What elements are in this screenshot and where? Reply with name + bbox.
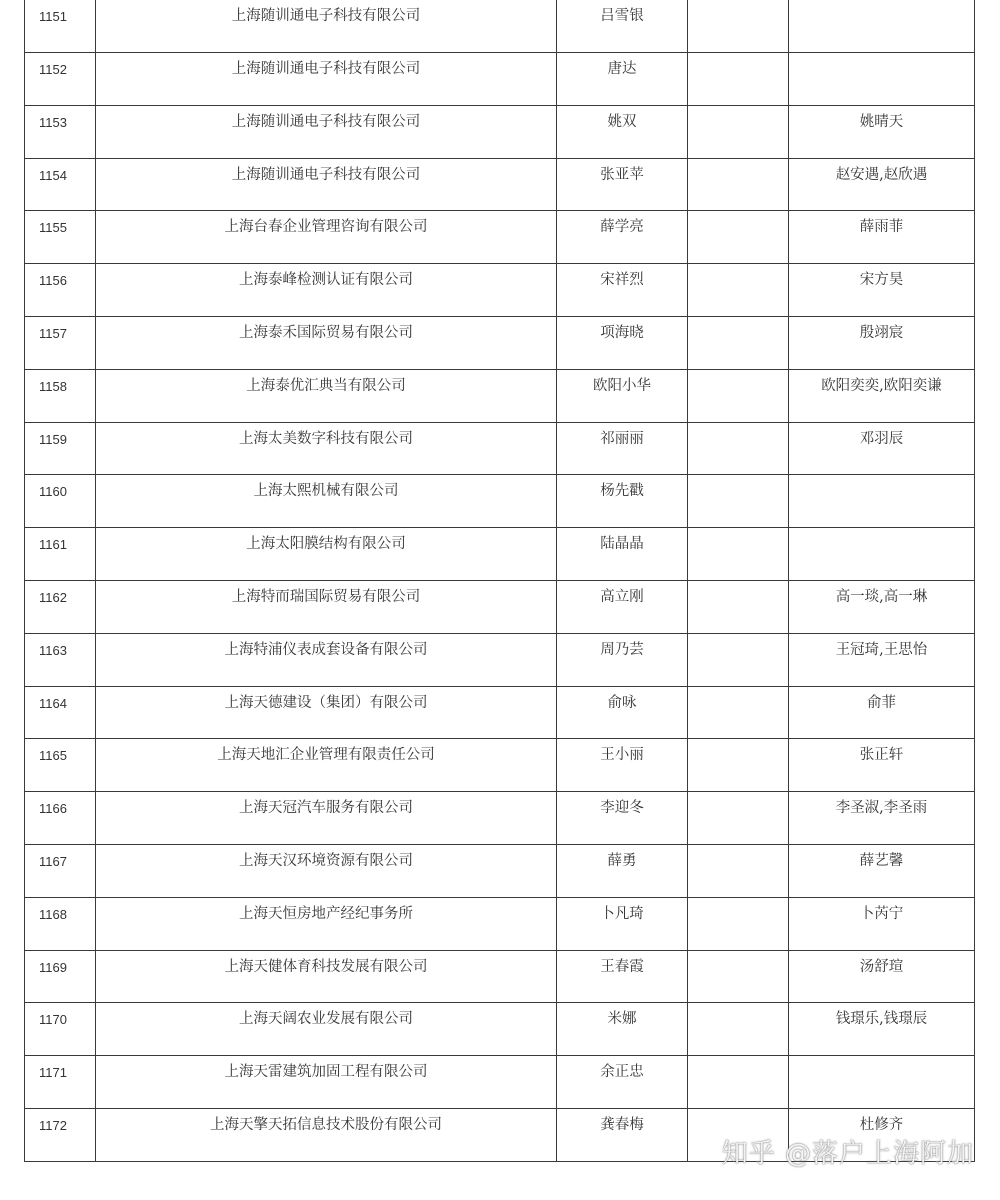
row-number-cell: [25, 739, 96, 792]
applicant-name: 杨先戳: [600, 483, 644, 500]
company-name-cell: [96, 316, 557, 369]
applicant-name-cell: [557, 1003, 688, 1056]
row-number: 1172: [39, 1117, 67, 1133]
spouse-name: [688, 53, 788, 60]
company-name: 上海天地汇企业管理有限责任公司: [217, 747, 435, 764]
spouse-name-cell: [688, 633, 789, 686]
company-name: 上海天汉环境资源有限公司: [239, 852, 413, 869]
company-name: 上海天德建设（集团）有限公司: [224, 694, 428, 711]
spouse-name-cell: [688, 105, 789, 158]
company-name-cell: [96, 369, 557, 422]
applicant-name: 高立刚: [600, 588, 644, 605]
table-row: [25, 528, 975, 581]
row-number-cell: [25, 1108, 96, 1161]
children-names-cell: [789, 369, 975, 422]
spouse-name: [688, 1056, 788, 1063]
children-names: 钱璟乐,钱璟辰: [835, 1011, 928, 1028]
spouse-name: [688, 159, 788, 166]
spouse-name: [688, 423, 788, 430]
children-names-cell: [789, 1056, 975, 1109]
row-number-cell: [25, 53, 96, 106]
row-number-cell: [25, 528, 96, 581]
table-row: [25, 950, 975, 1003]
children-names: 姚晴天: [859, 113, 904, 130]
spouse-name-cell: [688, 792, 789, 845]
company-name-cell: [96, 1003, 557, 1056]
company-name: 上海太美数字科技有限公司: [239, 430, 413, 447]
spouse-name: [688, 106, 788, 113]
children-names: 赵安遇,赵欣遇: [835, 166, 928, 183]
table-row: [25, 1003, 975, 1056]
applicant-name: 周乃芸: [600, 641, 644, 658]
row-number: 1165: [39, 748, 67, 764]
row-number-cell: [25, 686, 96, 739]
spouse-name: [688, 845, 788, 852]
row-number-cell: [25, 580, 96, 633]
watermark: 知乎 @落户上海阿加: [721, 1139, 974, 1169]
row-number-cell: [25, 792, 96, 845]
applicant-name-cell: [557, 1056, 688, 1109]
company-name-cell: [96, 158, 557, 211]
applicant-name-cell: [557, 475, 688, 528]
spouse-name: [688, 264, 788, 271]
applicant-name-cell: [557, 844, 688, 897]
row-number-cell: [25, 475, 96, 528]
applicant-name: 项海晓: [600, 324, 644, 341]
spouse-name: [688, 370, 788, 377]
company-name-cell: [96, 844, 557, 897]
company-name-cell: [96, 633, 557, 686]
row-number: 1168: [39, 906, 67, 922]
company-name-cell: [96, 211, 557, 264]
table-row: [25, 792, 975, 845]
table-row: [25, 316, 975, 369]
applicant-name-cell: [557, 211, 688, 264]
row-number: 1151: [39, 9, 67, 24]
children-names-cell: [789, 158, 975, 211]
company-name: 上海台春企业管理咨询有限公司: [224, 219, 428, 236]
company-name: 上海随训通电子科技有限公司: [231, 8, 421, 24]
table-row: [25, 53, 975, 106]
row-number: 1164: [39, 695, 67, 711]
spouse-name-cell: [688, 580, 789, 633]
spouse-name-cell: [688, 950, 789, 1003]
company-name-cell: [96, 686, 557, 739]
document-page: [24, 0, 974, 1162]
spouse-name: [688, 317, 788, 324]
spouse-name-cell: [688, 528, 789, 581]
spouse-name-cell: [688, 264, 789, 317]
row-number-cell: [25, 897, 96, 950]
company-name: 上海泰禾国际贸易有限公司: [239, 324, 413, 341]
applicant-name: 唐达: [607, 61, 637, 77]
applicant-name-cell: [557, 264, 688, 317]
applicant-name-cell: [557, 53, 688, 106]
applicant-name: 王小丽: [600, 747, 644, 764]
table-row: [25, 369, 975, 422]
applicant-name: 张亚苹: [600, 166, 644, 183]
children-names-cell: [789, 1003, 975, 1056]
children-names-cell: [789, 844, 975, 897]
children-names-cell: [789, 792, 975, 845]
row-number-cell: [25, 264, 96, 317]
children-names: 邓羽辰: [859, 430, 904, 447]
children-names-cell: [789, 264, 975, 317]
children-names: 高一琰,高一琳: [835, 588, 928, 605]
table-row: [25, 264, 975, 317]
company-name: 上海泰优汇典当有限公司: [246, 377, 406, 394]
children-names: [789, 475, 974, 482]
company-name: 上海天健体育科技发展有限公司: [224, 958, 428, 975]
children-names: 薛艺馨: [859, 852, 904, 869]
applicant-name-cell: [557, 528, 688, 581]
company-name-cell: [96, 580, 557, 633]
row-number: 1171: [39, 1065, 67, 1081]
spouse-name-cell: [688, 0, 789, 53]
children-names: [789, 528, 974, 535]
spouse-name: [688, 951, 788, 958]
company-name: 上海太熙机械有限公司: [253, 483, 399, 500]
applicant-name: 姚双: [607, 113, 637, 130]
company-name: 上海太阳膜结构有限公司: [246, 536, 406, 553]
applicant-name: 薛勇: [607, 852, 637, 869]
spouse-name: [688, 581, 788, 588]
children-names-cell: [789, 580, 975, 633]
row-number: 1162: [39, 589, 67, 605]
company-name: 上海天冠汽车服务有限公司: [239, 800, 413, 817]
company-name: 上海天阔农业发展有限公司: [239, 1011, 413, 1028]
applicant-name-cell: [557, 633, 688, 686]
spouse-name-cell: [688, 422, 789, 475]
table-row: [25, 897, 975, 950]
spouse-name: [688, 687, 788, 694]
company-name: 上海天恒房地产经纪事务所: [239, 905, 413, 922]
spouse-name-cell: [688, 1003, 789, 1056]
children-names: 李圣淑,李圣雨: [835, 800, 928, 817]
table-row: [25, 1056, 975, 1109]
applicant-name: 吕雪银: [600, 8, 644, 24]
row-number-cell: [25, 422, 96, 475]
applicant-name-cell: [557, 0, 688, 53]
applicant-name-cell: [557, 580, 688, 633]
company-name: 上海特而瑞国际贸易有限公司: [231, 588, 421, 605]
row-number-cell: [25, 105, 96, 158]
spouse-name-cell: [688, 475, 789, 528]
applicant-name: 李迎冬: [600, 800, 644, 817]
applicant-name: 米娜: [607, 1011, 637, 1028]
spouse-name: [688, 1109, 788, 1116]
children-names-cell: [789, 528, 975, 581]
row-number: 1170: [39, 1012, 67, 1028]
row-number: 1167: [39, 853, 67, 869]
row-number: 1152: [39, 62, 67, 77]
company-name-cell: [96, 0, 557, 53]
row-number-cell: [25, 1003, 96, 1056]
table-body: [25, 0, 975, 1161]
row-number: 1156: [39, 273, 67, 289]
spouse-name: [688, 1003, 788, 1010]
children-names-cell: [789, 53, 975, 106]
applicant-name: 余正忠: [600, 1064, 644, 1081]
children-names-cell: [789, 739, 975, 792]
company-name-cell: [96, 792, 557, 845]
children-names-cell: [789, 0, 975, 53]
row-number-cell: [25, 369, 96, 422]
company-name: 上海特浦仪表成套设备有限公司: [224, 641, 428, 658]
applicant-name-cell: [557, 739, 688, 792]
applicant-name: 祁丽丽: [600, 430, 644, 447]
applicant-name: 欧阳小华: [593, 377, 651, 394]
row-number-cell: [25, 633, 96, 686]
spouse-name-cell: [688, 686, 789, 739]
applicant-name-cell: [557, 1108, 688, 1161]
company-name: 上海随训通电子科技有限公司: [231, 61, 421, 77]
spouse-name: [688, 792, 788, 799]
row-number: 1154: [39, 167, 67, 183]
applicant-name: 王春霞: [600, 958, 644, 975]
applicant-name-cell: [557, 686, 688, 739]
row-number-cell: [25, 844, 96, 897]
children-names: [789, 1056, 974, 1063]
row-number-cell: [25, 0, 96, 53]
children-names: 汤舒瑄: [859, 958, 904, 975]
spouse-name: [688, 739, 788, 746]
company-name-cell: [96, 1056, 557, 1109]
applicant-name-cell: [557, 950, 688, 1003]
company-name: 上海天雷建筑加固工程有限公司: [224, 1064, 428, 1081]
table-row: [25, 105, 975, 158]
row-number: 1169: [39, 959, 67, 975]
children-names-cell: [789, 211, 975, 264]
row-number: 1159: [39, 431, 67, 447]
company-name-cell: [96, 264, 557, 317]
spouse-name: [688, 211, 788, 218]
applicant-name-cell: [557, 897, 688, 950]
children-names: 殷翊宸: [859, 324, 904, 341]
children-names: 王冠琦,王思怡: [835, 641, 928, 658]
spouse-name: [688, 528, 788, 535]
row-number: 1158: [39, 378, 67, 394]
applicant-name-cell: [557, 105, 688, 158]
company-name-cell: [96, 950, 557, 1003]
spouse-name: [688, 0, 788, 7]
company-name-cell: [96, 1108, 557, 1161]
company-name-cell: [96, 422, 557, 475]
spouse-name-cell: [688, 53, 789, 106]
children-names: 薛雨菲: [859, 219, 904, 236]
children-names: [789, 0, 974, 7]
children-names-cell: [789, 316, 975, 369]
table-row: [25, 844, 975, 897]
applicant-name: 卜凡琦: [600, 905, 644, 922]
company-name: 上海随训通电子科技有限公司: [231, 166, 421, 183]
table-row: [25, 422, 975, 475]
applicant-name: 薛学亮: [600, 219, 644, 236]
children-names-cell: [789, 105, 975, 158]
children-names-cell: [789, 475, 975, 528]
row-number: 1153: [39, 114, 67, 130]
company-name-cell: [96, 475, 557, 528]
children-names: [789, 53, 974, 60]
row-number-cell: [25, 158, 96, 211]
applicant-name: 陆晶晶: [600, 536, 644, 553]
children-names-cell: [789, 950, 975, 1003]
company-name-cell: [96, 897, 557, 950]
applicant-name-cell: [557, 316, 688, 369]
table-row: [25, 158, 975, 211]
applicant-name-cell: [557, 369, 688, 422]
row-number: 1155: [39, 220, 67, 236]
table-row: [25, 211, 975, 264]
company-name: 上海随训通电子科技有限公司: [231, 113, 421, 130]
children-names: 俞菲: [867, 694, 896, 711]
row-number: 1166: [39, 801, 67, 817]
children-names: 欧阳奕奕,欧阳奕谦: [821, 377, 942, 394]
row-number: 1160: [39, 484, 67, 500]
row-number-cell: [25, 211, 96, 264]
table-row: [25, 633, 975, 686]
spouse-name-cell: [688, 739, 789, 792]
table-row: [25, 0, 975, 53]
children-names: 张正轩: [859, 747, 904, 764]
company-name-cell: [96, 105, 557, 158]
spouse-name: [688, 898, 788, 905]
spouse-name-cell: [688, 316, 789, 369]
row-number: 1161: [39, 537, 67, 553]
spouse-name-cell: [688, 1056, 789, 1109]
row-number: 1157: [39, 325, 67, 341]
row-number-cell: [25, 950, 96, 1003]
spouse-name-cell: [688, 844, 789, 897]
table-row: [25, 739, 975, 792]
company-name-cell: [96, 528, 557, 581]
applicant-name-cell: [557, 792, 688, 845]
company-name-cell: [96, 739, 557, 792]
children-names: 杜修齐: [859, 1116, 904, 1133]
children-names-cell: [789, 422, 975, 475]
table-row: [25, 475, 975, 528]
row-number-cell: [25, 316, 96, 369]
children-names: 卜芮宁: [859, 905, 904, 922]
spouse-name: [688, 634, 788, 641]
company-name-cell: [96, 53, 557, 106]
settlement-list-table: [24, 0, 975, 1162]
children-names-cell: [789, 686, 975, 739]
applicant-name: 俞咏: [607, 694, 637, 711]
applicant-name-cell: [557, 158, 688, 211]
table-row: [25, 580, 975, 633]
spouse-name-cell: [688, 897, 789, 950]
table-row: [25, 686, 975, 739]
company-name: 上海泰峰检测认证有限公司: [239, 272, 413, 289]
children-names: 宋方昊: [859, 272, 904, 289]
applicant-name: 龚春梅: [600, 1116, 644, 1133]
spouse-name-cell: [688, 211, 789, 264]
spouse-name-cell: [688, 369, 789, 422]
row-number-cell: [25, 1056, 96, 1109]
company-name: 上海天擎天拓信息技术股份有限公司: [210, 1116, 442, 1133]
children-names-cell: [789, 897, 975, 950]
applicant-name: 宋祥烈: [600, 272, 644, 289]
spouse-name: [688, 475, 788, 482]
children-names-cell: [789, 633, 975, 686]
row-number: 1163: [39, 642, 67, 658]
applicant-name-cell: [557, 422, 688, 475]
spouse-name-cell: [688, 158, 789, 211]
